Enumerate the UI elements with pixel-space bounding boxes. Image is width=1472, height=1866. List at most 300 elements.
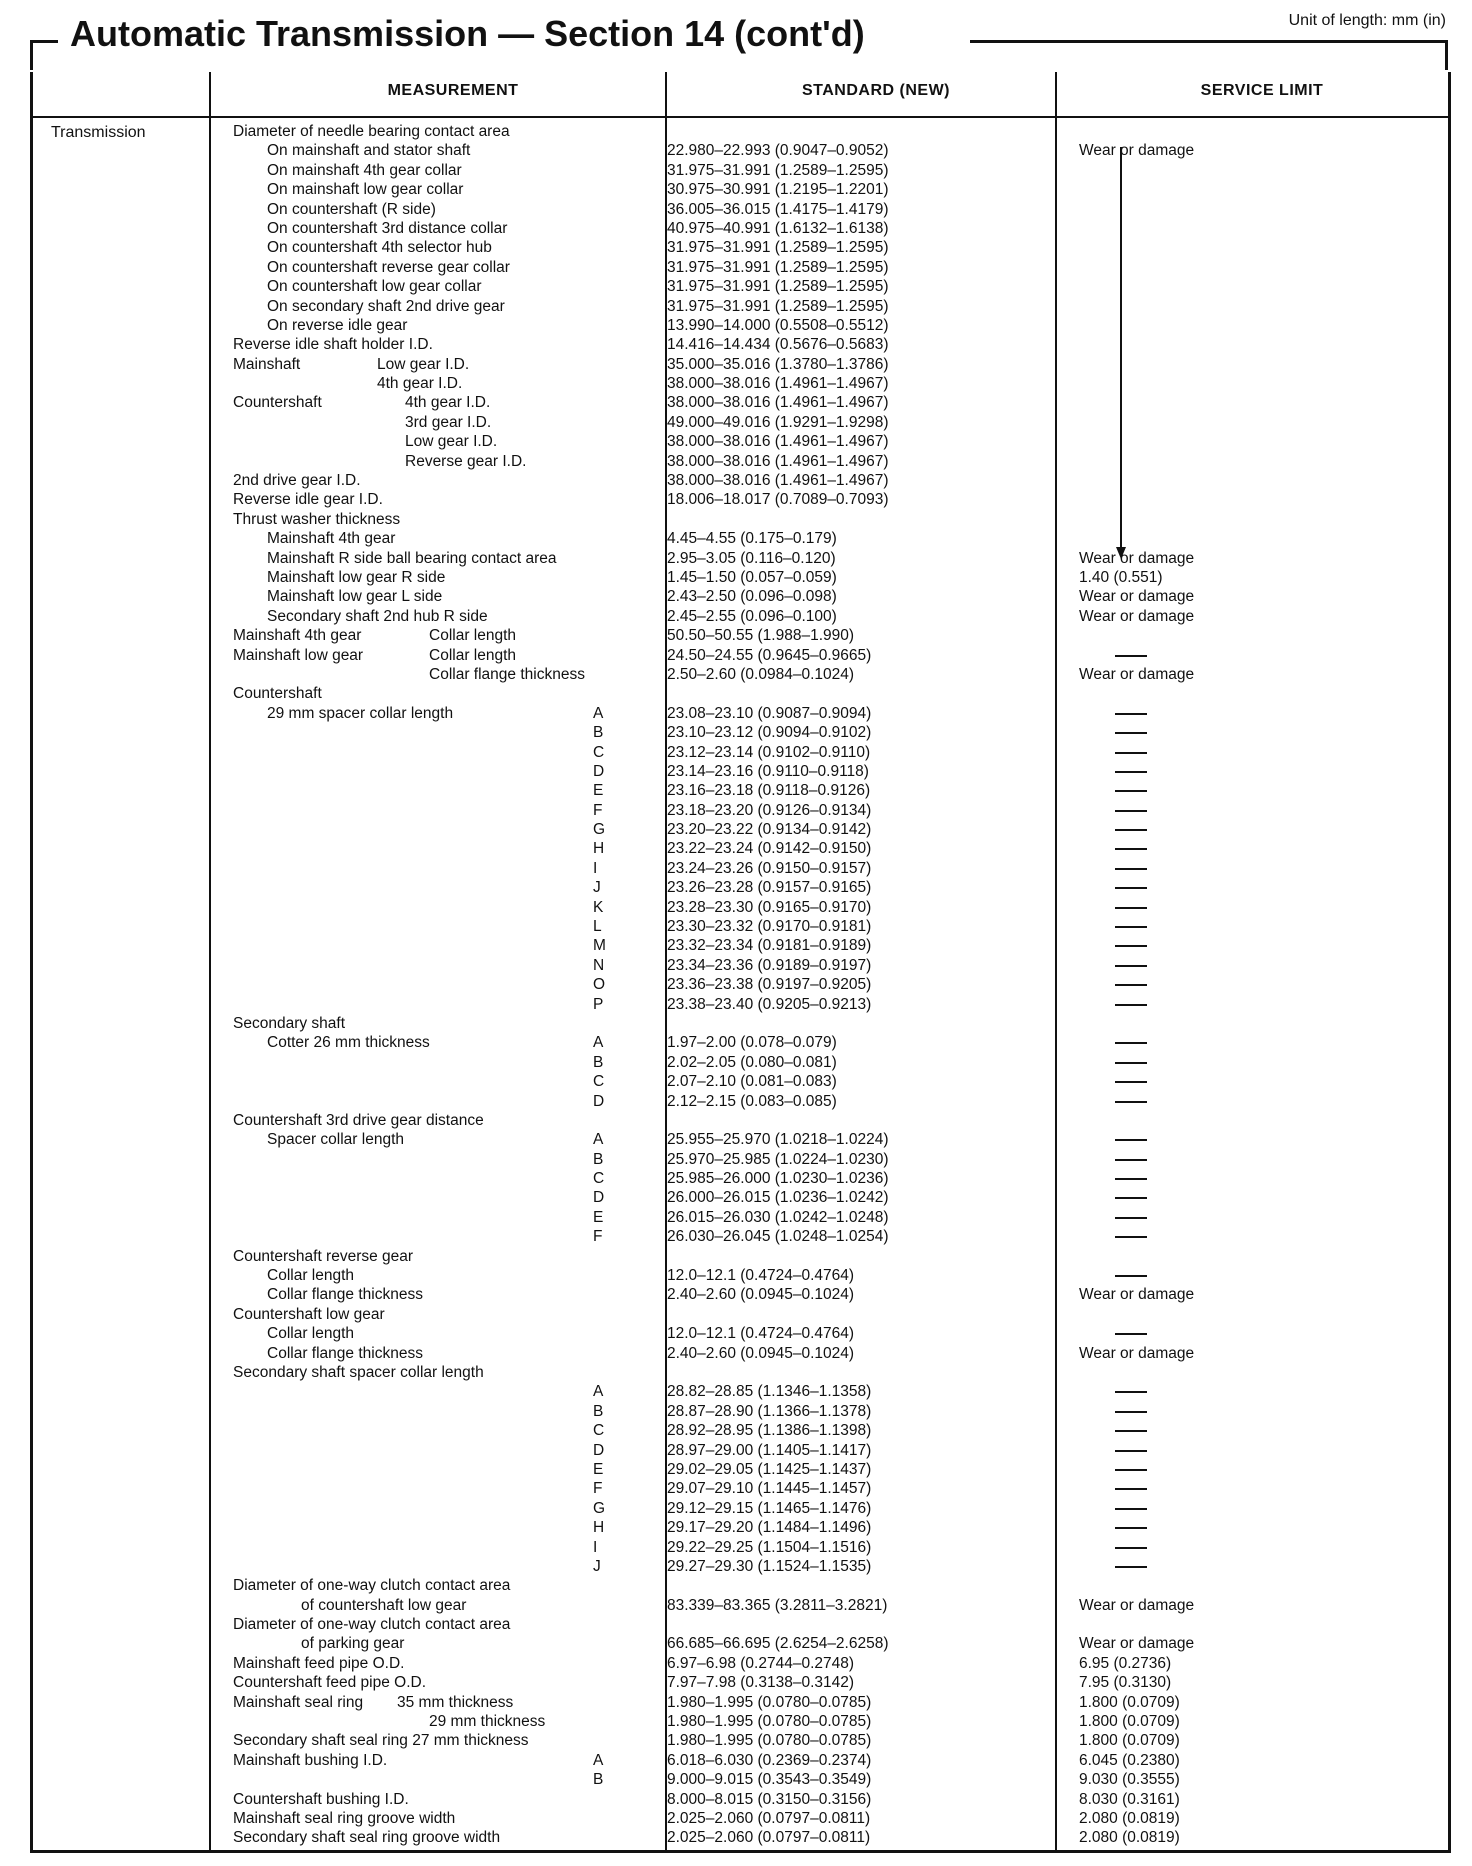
- service-limit-value: Wear or damage: [1079, 142, 1195, 160]
- no-limit-dash: [1115, 771, 1147, 773]
- measurement-subcell: Low gear I.D.: [405, 433, 498, 451]
- table-row: [33, 1092, 1448, 1111]
- table-row: [33, 1654, 1448, 1673]
- table-row: [33, 1673, 1448, 1692]
- standard-value: 28.92–28.95 (1.1386–1.1398): [667, 1422, 872, 1440]
- standard-value: 38.000–38.016 (1.4961–1.4967): [667, 375, 889, 393]
- no-limit-dash: [1115, 1178, 1147, 1180]
- no-limit-dash: [1115, 1391, 1147, 1393]
- standard-value: 31.975–31.991 (1.2589–1.2595): [667, 258, 889, 276]
- no-limit-dash: [1115, 790, 1147, 792]
- measurement-subcell: D: [593, 1441, 605, 1459]
- measurement-subcell: H: [593, 840, 605, 858]
- standard-value: 23.18–23.20 (0.9126–0.9134): [667, 801, 872, 819]
- no-limit-dash: [1115, 868, 1147, 870]
- table-row: [33, 180, 1448, 199]
- measurement-subcell: B: [593, 1771, 604, 1789]
- table-row: [33, 1266, 1448, 1285]
- measurement-cell: Secondary shaft seal ring 27 mm thickness: [233, 1732, 529, 1750]
- no-limit-dash: [1115, 713, 1147, 715]
- service-limit-value: Wear or damage: [1079, 607, 1195, 625]
- standard-value: 28.87–28.90 (1.1366–1.1378): [667, 1402, 872, 1420]
- standard-value: 49.000–49.016 (1.9291–1.9298): [667, 413, 889, 431]
- table-row: [33, 801, 1448, 820]
- service-limit-header: SERVICE LIMIT: [1200, 82, 1324, 99]
- measurement-cell: Countershaft low gear: [233, 1305, 385, 1323]
- standard-value: 8.000–8.015 (0.3150–0.3156): [667, 1790, 872, 1808]
- service-limit-value: 9.030 (0.3555): [1079, 1771, 1180, 1789]
- measurement-subcell: I: [593, 859, 598, 877]
- standard-value: 23.10–23.12 (0.9094–0.9102): [667, 724, 872, 742]
- table-row: [33, 1596, 1448, 1615]
- measurement-subcell: K: [593, 898, 604, 916]
- no-limit-dash: [1115, 1566, 1147, 1568]
- table-row: [33, 1033, 1448, 1052]
- measurement-cell: On mainshaft and stator shaft: [267, 142, 471, 160]
- service-limit-value: Wear or damage: [1079, 1286, 1195, 1304]
- measurement-subcell: 4th gear I.D.: [405, 394, 491, 412]
- table-row: [33, 432, 1448, 451]
- no-limit-dash: [1115, 848, 1147, 850]
- no-limit-dash: [1115, 1508, 1147, 1510]
- standard-value: 29.02–29.05 (1.1425–1.1437): [667, 1460, 872, 1478]
- table-row: [33, 723, 1448, 742]
- service-limit-value: 1.800 (0.0709): [1079, 1713, 1180, 1731]
- table-row: [33, 141, 1448, 160]
- standard-value: 1.97–2.00 (0.078–0.079): [667, 1034, 837, 1052]
- standard-value: 1.980–1.995 (0.0780–0.0785): [667, 1732, 872, 1750]
- measurement-subcell: F: [593, 801, 603, 819]
- table-row: [33, 1751, 1448, 1770]
- standard-value: 66.685–66.695 (2.6254–2.6258): [667, 1635, 889, 1653]
- standard-value: 26.000–26.015 (1.0236–1.0242): [667, 1189, 889, 1207]
- standard-value: 18.006–18.017 (0.7089–0.7093): [667, 491, 889, 509]
- service-limit-value: Wear or damage: [1079, 1596, 1195, 1614]
- table-row: [33, 200, 1448, 219]
- table-row: [33, 1557, 1448, 1576]
- table-row: [33, 1208, 1448, 1227]
- title-bar: [30, 10, 1448, 58]
- standard-value: 36.005–36.015 (1.4175–1.4179): [667, 200, 889, 218]
- table-row: [33, 1324, 1448, 1343]
- table-row: [33, 781, 1448, 800]
- no-limit-dash: [1115, 1469, 1147, 1471]
- table-row: [33, 161, 1448, 180]
- standard-value: 29.27–29.30 (1.1524–1.1535): [667, 1557, 872, 1575]
- table-row: [33, 1499, 1448, 1518]
- standard-value: 2.43–2.50 (0.096–0.098): [667, 588, 837, 606]
- table-row: [33, 820, 1448, 839]
- service-limit-value: 1.800 (0.0709): [1079, 1732, 1180, 1750]
- measurement-cell: Mainshaft: [233, 355, 301, 373]
- table-row: [33, 1111, 1448, 1130]
- measurement-cell: Reverse idle gear I.D.: [233, 491, 383, 509]
- standard-header: STANDARD (NEW): [801, 82, 950, 99]
- measurement-subcell: C: [593, 1170, 605, 1188]
- measurement-cell: On mainshaft low gear collar: [267, 181, 464, 199]
- table-row: [33, 704, 1448, 723]
- measurement-cell: Diameter of needle bearing contact area: [233, 123, 510, 140]
- spec-table: [30, 72, 1451, 1853]
- no-limit-dash: [1115, 945, 1147, 947]
- measurement-subcell: Collar length: [429, 627, 517, 645]
- table-row: [33, 1169, 1448, 1188]
- standard-value: 30.975–30.991 (1.2195–1.2201): [667, 181, 889, 199]
- standard-value: 14.416–14.434 (0.5676–0.5683): [667, 336, 889, 354]
- table-row: [33, 1188, 1448, 1207]
- standard-value: 23.26–23.28 (0.9157–0.9165): [667, 879, 872, 897]
- measurement-subcell: A: [593, 1383, 604, 1401]
- standard-value: 2.45–2.55 (0.096–0.100): [667, 607, 837, 625]
- measurement-cell: Countershaft 3rd drive gear distance: [233, 1111, 484, 1129]
- table-row: [33, 1014, 1448, 1033]
- service-limit-value: 1.40 (0.551): [1079, 568, 1163, 586]
- no-limit-dash: [1115, 1411, 1147, 1413]
- standard-value: 7.97–7.98 (0.3138–0.3142): [667, 1674, 855, 1692]
- table-row: [33, 684, 1448, 703]
- measurement-subcell: P: [593, 995, 604, 1013]
- no-limit-dash: [1115, 1217, 1147, 1219]
- no-limit-dash: [1115, 1139, 1147, 1141]
- table-row: [33, 1421, 1448, 1440]
- no-limit-dash: [1115, 887, 1147, 889]
- standard-value: 23.16–23.18 (0.9118–0.9126): [667, 782, 871, 800]
- measurement-cell: Diameter of one-way clutch contact area: [233, 1577, 511, 1595]
- standard-value: 23.32–23.34 (0.9181–0.9189): [667, 937, 872, 955]
- measurement-subcell: L: [593, 918, 602, 936]
- measurement-subcell: E: [593, 1460, 604, 1478]
- table-row: [33, 393, 1448, 412]
- table-row: [33, 665, 1448, 684]
- standard-value: 25.955–25.970 (1.0218–1.0224): [667, 1131, 889, 1149]
- measurement-subcell: H: [593, 1519, 605, 1537]
- table-row: [33, 1344, 1448, 1363]
- table-row: [33, 839, 1448, 858]
- no-limit-dash: [1115, 1450, 1147, 1452]
- standard-value: 4.45–4.55 (0.175–0.179): [667, 530, 837, 548]
- standard-value: 31.975–31.991 (1.2589–1.2595): [667, 297, 889, 315]
- no-limit-dash: [1115, 1081, 1147, 1083]
- no-limit-dash: [1115, 1197, 1147, 1199]
- table-row: [33, 936, 1448, 955]
- standard-value: 31.975–31.991 (1.2589–1.2595): [667, 239, 889, 257]
- table-row: [33, 1731, 1448, 1750]
- measurement-cell: 2nd drive gear I.D.: [233, 472, 361, 490]
- measurement-cell: Mainshaft R side ball bearing contact area: [267, 549, 557, 567]
- service-limit-value: Wear or damage: [1079, 588, 1195, 606]
- standard-value: 29.17–29.20 (1.1484–1.1496): [667, 1519, 872, 1537]
- service-limit-value: 2.080 (0.0819): [1079, 1829, 1180, 1847]
- measurement-cell: Cotter 26 mm thickness: [267, 1034, 430, 1052]
- table-row: [33, 335, 1448, 354]
- measurement-cell: Collar flange thickness: [267, 1344, 423, 1362]
- standard-value: 23.14–23.16 (0.9110–0.9118): [667, 762, 869, 780]
- title-rule-left: [30, 40, 58, 43]
- table-row: [33, 743, 1448, 762]
- no-limit-dash: [1115, 965, 1147, 967]
- no-limit-dash: [1115, 655, 1147, 657]
- service-limit-value: 6.95 (0.2736): [1079, 1654, 1172, 1672]
- measurement-subcell: Collar length: [429, 646, 517, 664]
- standard-value: 2.02–2.05 (0.080–0.081): [667, 1053, 837, 1071]
- measurement-cell: On mainshaft 4th gear collar: [267, 161, 462, 179]
- table-row: [33, 646, 1448, 665]
- table-row: [33, 995, 1448, 1014]
- measurement-cell: Secondary shaft spacer collar length: [233, 1364, 484, 1381]
- measurement-subcell: J: [593, 879, 601, 897]
- standard-value: 1.45–1.50 (0.057–0.059): [667, 568, 837, 586]
- measurement-cell: On countershaft low gear collar: [267, 278, 482, 296]
- table-row: [33, 1790, 1448, 1809]
- measurement-subcell: D: [593, 1092, 605, 1110]
- standard-value: 29.12–29.15 (1.1465–1.1476): [667, 1499, 872, 1517]
- no-limit-dash: [1115, 1547, 1147, 1549]
- standard-value: 23.38–23.40 (0.9205–0.9213): [667, 995, 872, 1013]
- standard-value: 23.20–23.22 (0.9134–0.9142): [667, 821, 872, 839]
- table-row: [33, 374, 1448, 393]
- standard-value: 13.990–14.000 (0.5508–0.5512): [667, 316, 889, 334]
- standard-value: 23.36–23.38 (0.9197–0.9205): [667, 976, 872, 994]
- table-row: [33, 219, 1448, 238]
- measurement-cell: 29 mm spacer collar length: [267, 704, 454, 722]
- measurement-subcell: A: [593, 1131, 604, 1149]
- standard-value: 28.82–28.85 (1.1346–1.1358): [667, 1383, 872, 1401]
- standard-value: 35.000–35.016 (1.3780–1.3786): [667, 355, 889, 373]
- service-limit-value: Wear or damage: [1079, 665, 1195, 683]
- measurement-subcell: J: [593, 1557, 601, 1575]
- standard-value: 2.12–2.15 (0.083–0.085): [667, 1092, 837, 1110]
- table-row: [33, 607, 1448, 626]
- table-row: [33, 297, 1448, 316]
- standard-value: 29.07–29.10 (1.1445–1.1457): [667, 1480, 872, 1498]
- standard-value: 2.40–2.60 (0.0945–0.1024): [667, 1286, 855, 1304]
- measurement-subcell: E: [593, 782, 604, 800]
- service-limit-value: Wear or damage: [1079, 549, 1195, 567]
- no-limit-dash: [1115, 1004, 1147, 1006]
- table-row: [33, 1441, 1448, 1460]
- no-limit-dash: [1115, 907, 1147, 909]
- no-limit-dash: [1115, 1159, 1147, 1161]
- measurement-subcell: O: [593, 976, 606, 994]
- standard-value: 2.50–2.60 (0.0984–0.1024): [667, 665, 855, 683]
- table-row: [33, 549, 1448, 568]
- spec-rows: [33, 122, 1448, 1848]
- measurement-cell: Thrust washer thickness: [233, 510, 401, 528]
- table-row: [33, 762, 1448, 781]
- table-row: [33, 1828, 1448, 1847]
- table-row: [33, 490, 1448, 509]
- measurement-cell: Secondary shaft: [233, 1014, 346, 1032]
- table-row: [33, 1382, 1448, 1401]
- standard-value: 23.24–23.26 (0.9150–0.9157): [667, 859, 872, 877]
- measurement-cell: Reverse idle shaft holder I.D.: [233, 336, 433, 354]
- standard-value: 6.97–6.98 (0.2744–0.2748): [667, 1654, 855, 1672]
- measurement-subcell: B: [593, 1402, 604, 1420]
- measurement-subcell: Reverse gear I.D.: [405, 452, 527, 470]
- service-limit-value: Wear or damage: [1079, 1635, 1195, 1653]
- no-limit-dash: [1115, 1488, 1147, 1490]
- no-limit-dash: [1115, 732, 1147, 734]
- standard-value: 25.985–26.000 (1.0230–1.0236): [667, 1170, 889, 1188]
- table-row: [33, 1072, 1448, 1091]
- standard-value: 1.980–1.995 (0.0780–0.0785): [667, 1693, 872, 1711]
- table-row: [33, 1130, 1448, 1149]
- standard-value: 23.22–23.24 (0.9142–0.9150): [667, 840, 872, 858]
- table-row: [33, 355, 1448, 374]
- service-limit-value: 8.030 (0.3161): [1079, 1790, 1180, 1808]
- table-row: [33, 1460, 1448, 1479]
- standard-value: 38.000–38.016 (1.4961–1.4967): [667, 452, 889, 470]
- measurement-cell: On reverse idle gear: [267, 316, 408, 334]
- title-rule-left-tick: [30, 40, 33, 70]
- table-header: [33, 72, 1448, 118]
- table-row: [33, 1576, 1448, 1595]
- table-row: [33, 1693, 1448, 1712]
- measurement-cell: On countershaft 3rd distance collar: [267, 219, 508, 237]
- standard-value: 83.339–83.365 (3.2811–3.2821): [667, 1596, 888, 1614]
- measurement-subcell: A: [593, 704, 604, 722]
- no-limit-dash: [1115, 926, 1147, 928]
- table-row: [33, 1053, 1448, 1072]
- no-limit-dash: [1115, 752, 1147, 754]
- table-row: [33, 1712, 1448, 1731]
- standard-value: 31.975–31.991 (1.2589–1.2595): [667, 161, 889, 179]
- standard-value: 23.30–23.32 (0.9170–0.9181): [667, 918, 872, 936]
- no-limit-dash: [1115, 810, 1147, 812]
- measurement-cell: Secondary shaft 2nd hub R side: [267, 607, 488, 625]
- service-limit-value: 7.95 (0.3130): [1079, 1674, 1172, 1692]
- standard-value: 29.22–29.25 (1.1504–1.1516): [667, 1538, 872, 1556]
- measurement-subcell: I: [593, 1538, 598, 1556]
- measurement-subcell: F: [593, 1480, 603, 1498]
- measurement-cell: On secondary shaft 2nd drive gear: [267, 297, 505, 315]
- table-row: [33, 1615, 1448, 1634]
- service-limit-value: 6.045 (0.2380): [1079, 1751, 1180, 1769]
- measurement-subcell: M: [593, 937, 606, 955]
- service-limit-value: 1.800 (0.0709): [1079, 1693, 1180, 1711]
- measurement-subcell: N: [593, 956, 605, 974]
- standard-value: 1.980–1.995 (0.0780–0.0785): [667, 1713, 872, 1731]
- measurement-subcell: C: [593, 1073, 605, 1091]
- measurement-cell: of countershaft low gear: [301, 1596, 467, 1614]
- measurement-cell: Mainshaft feed pipe O.D.: [233, 1654, 405, 1672]
- measurement-cell: Collar flange thickness: [267, 1286, 423, 1304]
- standard-value: 26.030–26.045 (1.0248–1.0254): [667, 1228, 889, 1246]
- measurement-cell: On countershaft (R side): [267, 200, 436, 218]
- standard-value: 2.95–3.05 (0.116–0.120): [667, 549, 836, 567]
- measurement-cell: On countershaft reverse gear collar: [267, 258, 510, 276]
- measurement-subcell: F: [593, 1228, 603, 1246]
- standard-value: 23.34–23.36 (0.9189–0.9197): [667, 956, 872, 974]
- no-limit-dash: [1115, 829, 1147, 831]
- table-row: [33, 859, 1448, 878]
- table-row: [33, 1227, 1448, 1246]
- category-label: Transmission: [51, 124, 146, 141]
- measurement-cell: Countershaft reverse gear: [233, 1247, 414, 1265]
- title-rule-right-tick: [1445, 40, 1448, 70]
- standard-value: 6.018–6.030 (0.2369–0.2374): [667, 1751, 872, 1769]
- standard-value: 25.970–25.985 (1.0224–1.0230): [667, 1150, 889, 1168]
- table-row: [33, 568, 1448, 587]
- table-row: [33, 1402, 1448, 1421]
- measurement-subcell: B: [593, 1150, 604, 1168]
- standard-value: 38.000–38.016 (1.4961–1.4967): [667, 472, 889, 490]
- table-row: [33, 1809, 1448, 1828]
- measurement-cell: Secondary shaft seal ring groove width: [233, 1829, 501, 1847]
- standard-value: 12.0–12.1 (0.4724–0.4764): [667, 1267, 855, 1285]
- measurement-cell: Countershaft: [233, 394, 322, 412]
- measurement-cell: Mainshaft seal ring: [233, 1693, 364, 1711]
- measurement-header: MEASUREMENT: [387, 82, 519, 99]
- standard-value: 38.000–38.016 (1.4961–1.4967): [667, 433, 889, 451]
- measurement-cell: Diameter of one-way clutch contact area: [233, 1616, 511, 1634]
- measurement-subcell: 29 mm thickness: [429, 1713, 546, 1731]
- page-title: Automatic Transmission — Section 14 (cont'd): [70, 13, 865, 54]
- measurement-cell: Collar length: [267, 1325, 355, 1343]
- measurement-cell: Mainshaft 4th gear: [267, 530, 396, 548]
- table-row: [33, 956, 1448, 975]
- measurement-subcell: B: [593, 1053, 604, 1071]
- table-row: [33, 1634, 1448, 1653]
- table-row: [33, 452, 1448, 471]
- standard-value: 23.08–23.10 (0.9087–0.9094): [667, 704, 872, 722]
- standard-value: 28.97–29.00 (1.1405–1.1417): [667, 1441, 872, 1459]
- measurement-cell: Countershaft bushing I.D.: [233, 1790, 409, 1808]
- measurement-subcell: B: [593, 724, 604, 742]
- standard-value: 22.980–22.993 (0.9047–0.9052): [667, 142, 889, 160]
- table-row: [33, 510, 1448, 529]
- measurement-subcell: 3rd gear I.D.: [405, 413, 492, 431]
- standard-value: 2.025–2.060 (0.0797–0.0811): [667, 1829, 871, 1847]
- table-row: [33, 587, 1448, 606]
- measurement-subcell: G: [593, 1499, 606, 1517]
- standard-value: 23.12–23.14 (0.9102–0.9110): [667, 743, 871, 761]
- no-limit-dash: [1115, 1042, 1147, 1044]
- measurement-subcell: 35 mm thickness: [397, 1693, 514, 1711]
- measurement-subcell: D: [593, 762, 605, 780]
- table-row: [33, 626, 1448, 645]
- no-limit-dash: [1115, 1236, 1147, 1238]
- table-row: [33, 878, 1448, 897]
- table-row: [33, 1363, 1448, 1382]
- measurement-subcell: D: [593, 1189, 605, 1207]
- table-row: [33, 1538, 1448, 1557]
- measurement-subcell: A: [593, 1034, 604, 1052]
- measurement-cell: Mainshaft low gear L side: [267, 588, 443, 606]
- table-row: [33, 917, 1448, 936]
- table-row: [33, 316, 1448, 335]
- standard-value: 2.07–2.10 (0.081–0.083): [667, 1073, 837, 1091]
- table-row: [33, 529, 1448, 548]
- measurement-subcell: 4th gear I.D.: [377, 375, 463, 393]
- measurement-cell: Mainshaft low gear: [233, 646, 364, 664]
- measurement-cell: Mainshaft seal ring groove width: [233, 1809, 456, 1827]
- measurement-subcell: Low gear I.D.: [377, 355, 470, 373]
- measurement-cell: of parking gear: [301, 1635, 405, 1653]
- standard-value: 40.975–40.991 (1.6132–1.6138): [667, 219, 889, 237]
- title-rule-right: [970, 40, 1448, 43]
- table-row: [33, 258, 1448, 277]
- table-row: [33, 1285, 1448, 1304]
- no-limit-dash: [1115, 1062, 1147, 1064]
- measurement-cell: Spacer collar length: [267, 1131, 404, 1149]
- table-row: [33, 1247, 1448, 1266]
- service-limit-value: Wear or damage: [1079, 1344, 1195, 1362]
- standard-value: 2.025–2.060 (0.0797–0.0811): [667, 1809, 871, 1827]
- measurement-subcell: C: [593, 1422, 605, 1440]
- standard-value: 9.000–9.015 (0.3543–0.3549): [667, 1771, 872, 1789]
- no-limit-dash: [1115, 1275, 1147, 1277]
